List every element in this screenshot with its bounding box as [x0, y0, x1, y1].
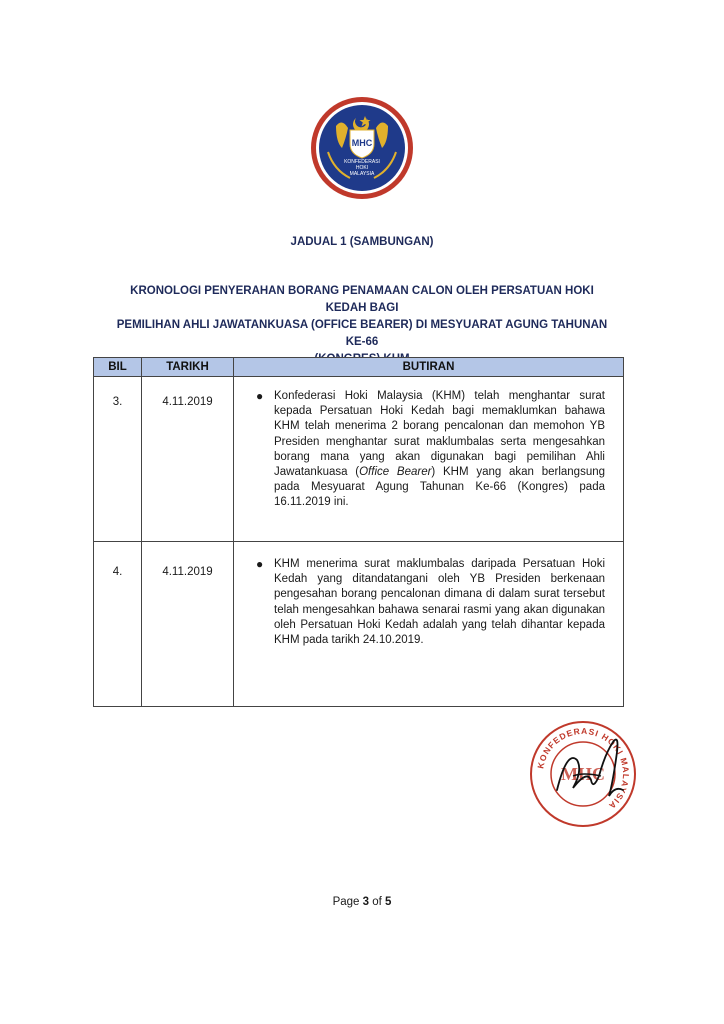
butiran-text-part: KHM menerima surat maklumbalas daripada Persatuan Hoki Kedah yang ditandatangani oleh YB Presiden berkenaan pengesahan borang pencalonan dimana di dalam surat tersebut telah mengesahkan bahawa senarai rasmi yang akan digunakan oleh Persatuan Hoki Kedah adalah yang telah dihantar kepada KHM pada tarikh 24.10.2019.: [274, 558, 605, 647]
page-total: 5: [385, 896, 392, 908]
butiran-italic-text: Office Bearer: [359, 466, 432, 479]
logo-text-line2: HOKI: [355, 165, 369, 171]
mhc-logo: [310, 96, 414, 200]
butiran-text: [274, 389, 605, 511]
official-stamp: [527, 718, 639, 830]
logo-text-line3: MALAYSIA: [349, 171, 375, 177]
header-tarikh: TARIKH: [142, 358, 234, 377]
table-header-row: [94, 358, 624, 377]
butiran-text: [274, 557, 605, 648]
cell-bil: 3.: [94, 377, 142, 542]
cell-tarikh: 4.11.2019: [142, 542, 234, 707]
cell-tarikh: 4.11.2019: [142, 377, 234, 542]
mhc-crest-icon: [310, 96, 414, 200]
stamp-ring-text: KONFEDERASI HOKI MALAYSIA: [535, 725, 632, 812]
list-item: [256, 389, 605, 511]
document-title: [0, 283, 724, 368]
chronology-table: [93, 357, 624, 707]
header-butiran: BUTIRAN: [234, 358, 624, 377]
bullet-icon: ●: [256, 557, 264, 571]
page-prefix: Page: [332, 896, 363, 908]
logo-initials: MHC: [351, 138, 373, 148]
stamp-center-text: MHC: [561, 764, 605, 784]
schedule-label: JADUAL 1 (SAMBUNGAN): [290, 236, 434, 248]
document-title-line: PEMILIHAN AHLI JAWATANKUASA (OFFICE BEARER) DI MESYUARAT AGUNG TAHUNAN KE-66: [116, 319, 608, 348]
page-current: 3: [362, 896, 370, 908]
table-row: [94, 542, 624, 707]
cell-bil: 4.: [94, 542, 142, 707]
cell-butiran: [234, 377, 624, 542]
header-bil: BIL: [94, 358, 142, 377]
logo-text-line1: KONFEDERASI: [344, 159, 380, 165]
table-row: [94, 377, 624, 542]
signature-icon: [527, 718, 639, 830]
butiran-text-part: Konfederasi Hoki Malaysia (KHM) telah menghantar surat kepada Persatuan Hoki Kedah bagi memaklumkan bahawa KHM telah menerima 2 borang pencalonan dan memohon YB Presiden menghantar surat maklumbalas serta mengesahkan borang mana yang akan digunakan bagi pemilihan Ahli Jawatankuasa (: [274, 390, 605, 479]
document-title-line: KRONOLOGI PENYERAHAN BORANG PENAMAAN CALON OLEH PERSATUAN HOKI KEDAH BAGI: [130, 285, 594, 314]
butiran-text-part: ) KHM yang akan berlangsung pada Mesyuarat Agung Tahunan Ke-66 (Kongres) pada 16.11.2019 ini.: [274, 466, 606, 509]
page-middle: of: [369, 896, 386, 908]
cell-butiran: [234, 542, 624, 707]
list-item: [256, 557, 605, 648]
bullet-icon: ●: [256, 389, 264, 403]
page-number: [0, 896, 724, 908]
